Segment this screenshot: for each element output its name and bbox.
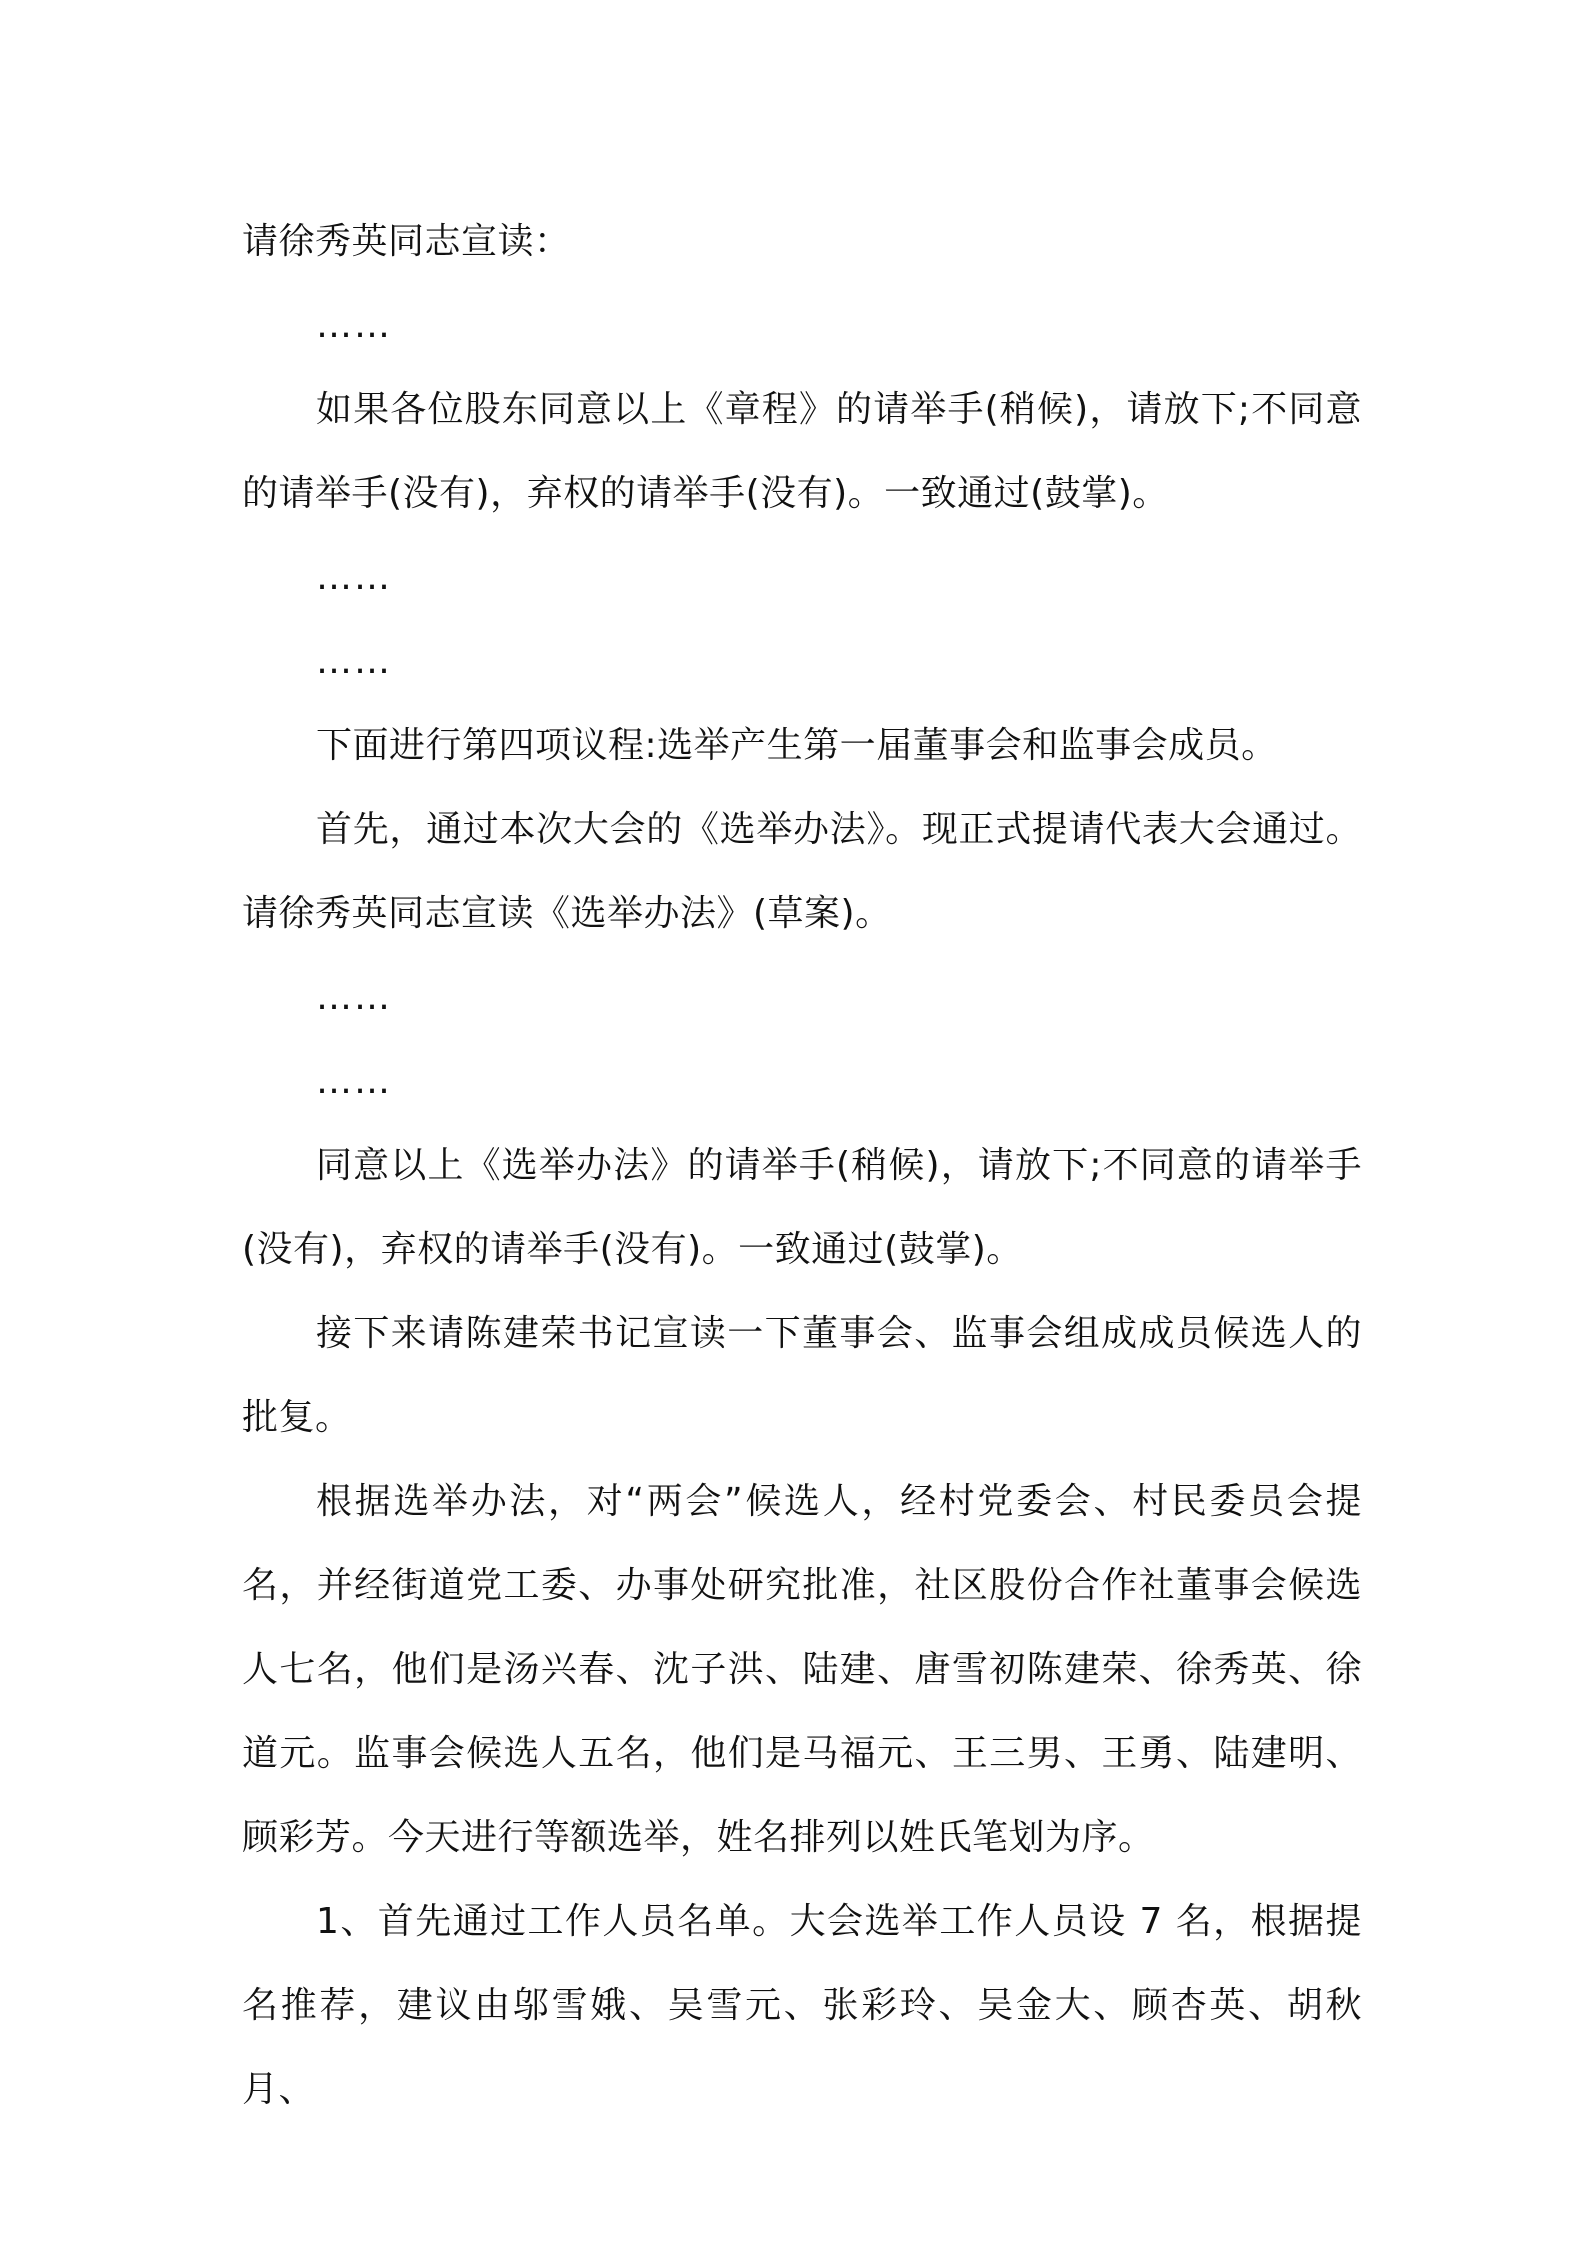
paragraph-rules-vote: 同意以上《选举办法》的请举手(稍候)，请放下;不同意的请举手(没有)，弃权的请举手(没有)。一致通过(鼓掌)。 <box>242 1145 1362 1270</box>
ellipsis-line: …… <box>316 641 392 682</box>
ellipsis-line: …… <box>316 1061 392 1102</box>
paragraph-staff-list: 1、首先通过工作人员名单。大会选举工作人员设 7 名，根据提名推荐，建议由邬雪娥、吴雪元、张彩玲、吴金大、顾杏英、胡秋月、 <box>242 1901 1362 2110</box>
ellipsis-line: …… <box>316 557 392 598</box>
paragraph-election-rules: 首先，通过本次大会的《选举办法》。现正式提请代表大会通过。请徐秀英同志宣读《选举办法》(草案)。 <box>242 809 1362 934</box>
ellipsis-line: …… <box>316 305 392 346</box>
document-body <box>242 200 1362 2132</box>
paragraph-candidate-list: 根据选举办法，对“两会”候选人，经村党委会、村民委员会提名，并经街道党工委、办事处研究批准，社区股份合作社董事会候选人七名，他们是汤兴春、沈子洪、陆建、唐雪初陈建荣、徐秀英、徐道元。监事会候选人五名，他们是马福元、王三男、王勇、陆建明、顾彩芳。今天进行等额选举，姓名排列以姓氏笔划为序。 <box>242 1481 1362 1858</box>
paragraph-charter-vote: 如果各位股东同意以上《章程》的请举手(稍候)，请放下;不同意的请举手(没有)，弃权的请举手(没有)。一致通过(鼓掌)。 <box>242 389 1362 514</box>
paragraph-agenda-item-four: 下面进行第四项议程:选举产生第一届董事会和监事会成员。 <box>316 725 1278 766</box>
paragraph-reader-intro: 请徐秀英同志宣读： <box>242 221 571 262</box>
ellipsis-line: …… <box>316 977 392 1018</box>
paragraph-candidate-approval: 接下来请陈建荣书记宣读一下董事会、监事会组成成员候选人的批复。 <box>242 1313 1362 1438</box>
